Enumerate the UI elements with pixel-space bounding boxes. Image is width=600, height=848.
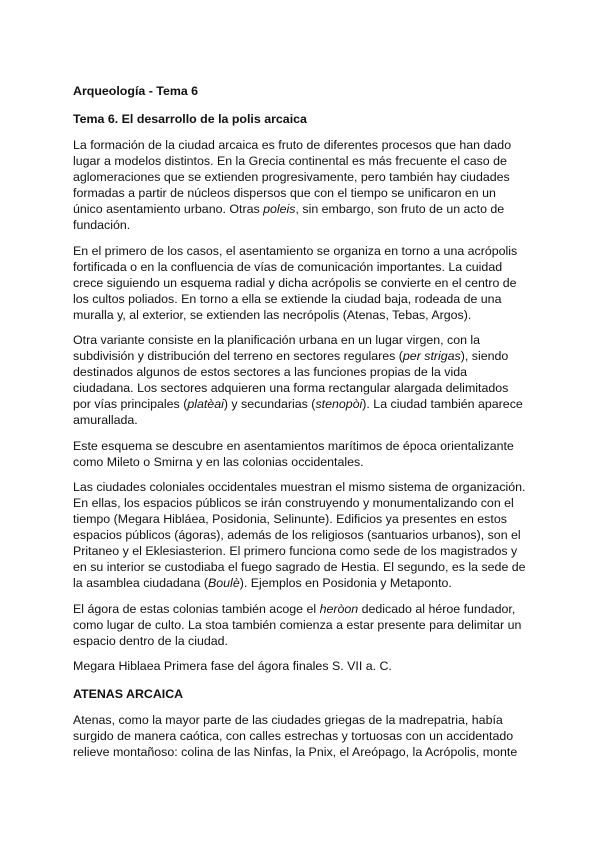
paragraph-urban-planning bbox=[73, 332, 528, 428]
paragraph-maritime-settlements: Este esquema se descubre en asentamientos marítimos de época orientalizante como Mileto o Smirna y en las colonias occidentales. bbox=[73, 438, 514, 469]
document-header: Arqueología - Tema 6 bbox=[73, 84, 199, 98]
text-run: ). Ejemplos en Posidonia y Metaponto. bbox=[239, 576, 452, 590]
paragraph-megara-caption: Megara Hiblaea Primera fase del ágora finales S. VII a. C. bbox=[73, 659, 392, 673]
italic-term: stenopòi bbox=[315, 397, 363, 411]
text-run: Otra variante consiste en la planificación urbana en un lugar virgen, con la subdivisión y distribución del terreno en sectores regulares ( bbox=[73, 333, 481, 363]
paragraph-colonial-cities bbox=[73, 479, 528, 591]
subheading-atenas: ATENAS ARCAICA bbox=[73, 687, 184, 701]
text-run: La formación de la ciudad arcaica es fruto de diferentes procesos que han dado lugar a modelos distintos. En la Grecia continental es más frecuente el caso de aglomeraciones que se extienden progresivamente, pero también hay ciudades formadas a partir de núcleos dispersos que con el tiempo se unificaron en un único asentamiento urbano. Otras bbox=[73, 138, 512, 216]
italic-term: Boulè bbox=[208, 576, 240, 590]
text-run: , sin embargo, son fruto de un acto de fundación. bbox=[73, 202, 505, 232]
paragraph-acropolis-model: En el primero de los casos, el asentamiento se organiza en torno a una acrópolis fortificada o en la confluencia de vías de comunicación importantes. La cuidad crece siguiendo un esquema radial y dicha acrópolis se convierte en el centro de los cultos poliados. En torno a ella se extiende la ciudad baja, rodeada de una muralla y, al exterior, se extienden las necrópolis (Atenas, Tebas, Argos). bbox=[73, 243, 518, 322]
text-run: ) y secundarias ( bbox=[223, 397, 316, 411]
text-run: ). La ciudad también aparece amurallada. bbox=[73, 397, 523, 427]
document-content bbox=[73, 83, 528, 770]
italic-term: heròon bbox=[319, 601, 359, 616]
text-run: dedicado al héroe fundador, como lugar de culto. La stoa también comienza a estar presente para delimitar un espacio dentro de la ciudad. bbox=[73, 601, 522, 648]
text-run: ), siendo destinados algunos de estos sectores a las funciones propias de la vida ciudadana. Los sectores adquieren una forma rectangular alargada delimitados por vías principales ( bbox=[73, 349, 509, 411]
paragraph-atenas: Atenas, como la mayor parte de las ciudades griegas de la madrepatria, había surgido de manera caótica, con calles estrechas y tortuosas con un accidentado relieve montañoso: colina de las Ninfas, la Pnix, el Areópago, la Acrópolis, monte bbox=[73, 713, 518, 759]
paragraph-agora bbox=[73, 601, 528, 649]
italic-term: platèai bbox=[187, 397, 224, 411]
text-run: Las ciudades coloniales occidentales muestran el mismo sistema de organización. En ellas, los espacios públicos se irán construyendo y monumentalizando con el tiempo (Megara Hibláea, Posidonia, Selinunte). Edificios ya presentes en estos espacios públicos (ágoras), además de los religiosos (santuarios urbanos), son el Pritaneo y el Eklesiasterion. El primero funciona como sede de los magistrados y en su interior se custodiaba el fuego sagrado de Hestia. El segundo, es la sede de la asamblea ciudadana ( bbox=[73, 480, 526, 590]
section-title: Tema 6. El desarrollo de la polis arcaica bbox=[73, 112, 307, 126]
paragraph-city-formation bbox=[73, 137, 528, 233]
italic-term: poleis bbox=[263, 202, 296, 216]
text-run: El ágora de estas colonias también acoge el bbox=[73, 601, 320, 616]
italic-term: per strigas bbox=[402, 349, 461, 363]
